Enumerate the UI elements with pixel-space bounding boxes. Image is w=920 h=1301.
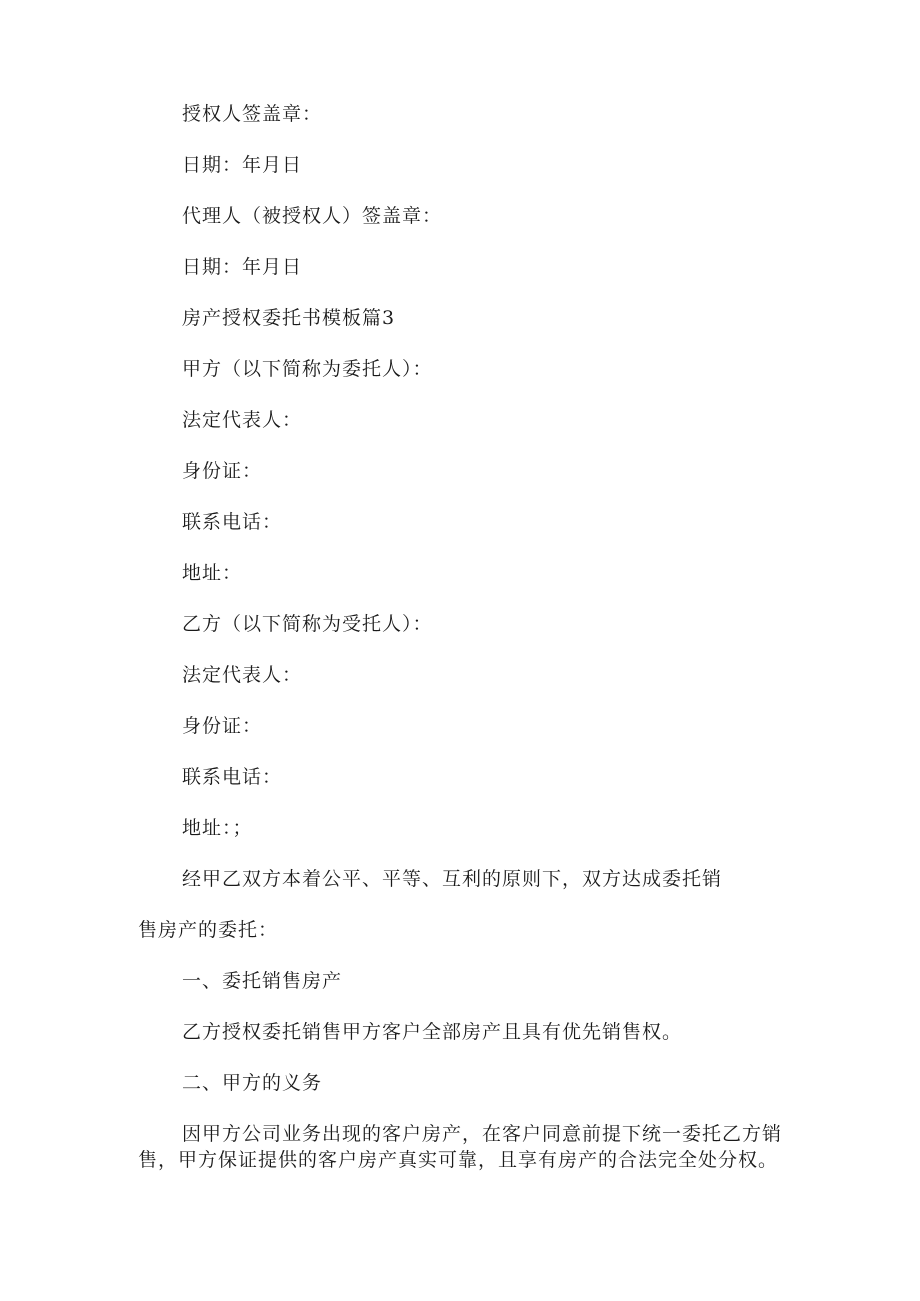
party-b-address: 地址：； [182,817,253,839]
date-line: 日期：年月日 [182,256,303,278]
clause-text: 售，甲方保证提供的客户房产真实可靠，且享有房产的合法完全处分权。 [138,1149,779,1171]
authorizer-signature-line: 授权人签盖章： [182,103,323,125]
party-a-address: 地址： [182,562,243,584]
party-a-representative: 法定代表人： [182,409,303,431]
clause-heading: 二、甲方的义务 [182,1072,323,1094]
party-b-id: 身份证： [182,715,263,737]
party-a-heading: 甲方（以下简称为委托人）： [182,358,433,380]
clause-text: 乙方授权委托销售甲方客户全部房产且具有优先销售权。 [182,1021,683,1043]
agent-signature-line: 代理人（被授权人）签盖章： [182,205,443,227]
party-a-phone: 联系电话： [182,511,283,533]
party-b-representative: 法定代表人： [182,664,303,686]
party-b-phone: 联系电话： [182,766,283,788]
section-title: 房产授权委托书模板篇3 [182,307,396,329]
agreement-paragraph-line: 经甲乙双方本着公平、平等、互利的原则下，双方达成委托销 [182,868,723,890]
clause-text: 因甲方公司业务出现的客户房产，在客户同意前提下统一委托乙方销 [182,1123,783,1145]
date-line: 日期：年月日 [182,154,303,176]
clause-heading: 一、委托销售房产 [182,970,343,992]
party-a-id: 身份证： [182,460,263,482]
agreement-paragraph-line: 售房产的委托： [138,919,279,941]
party-b-heading: 乙方（以下简称为受托人）： [182,613,433,635]
